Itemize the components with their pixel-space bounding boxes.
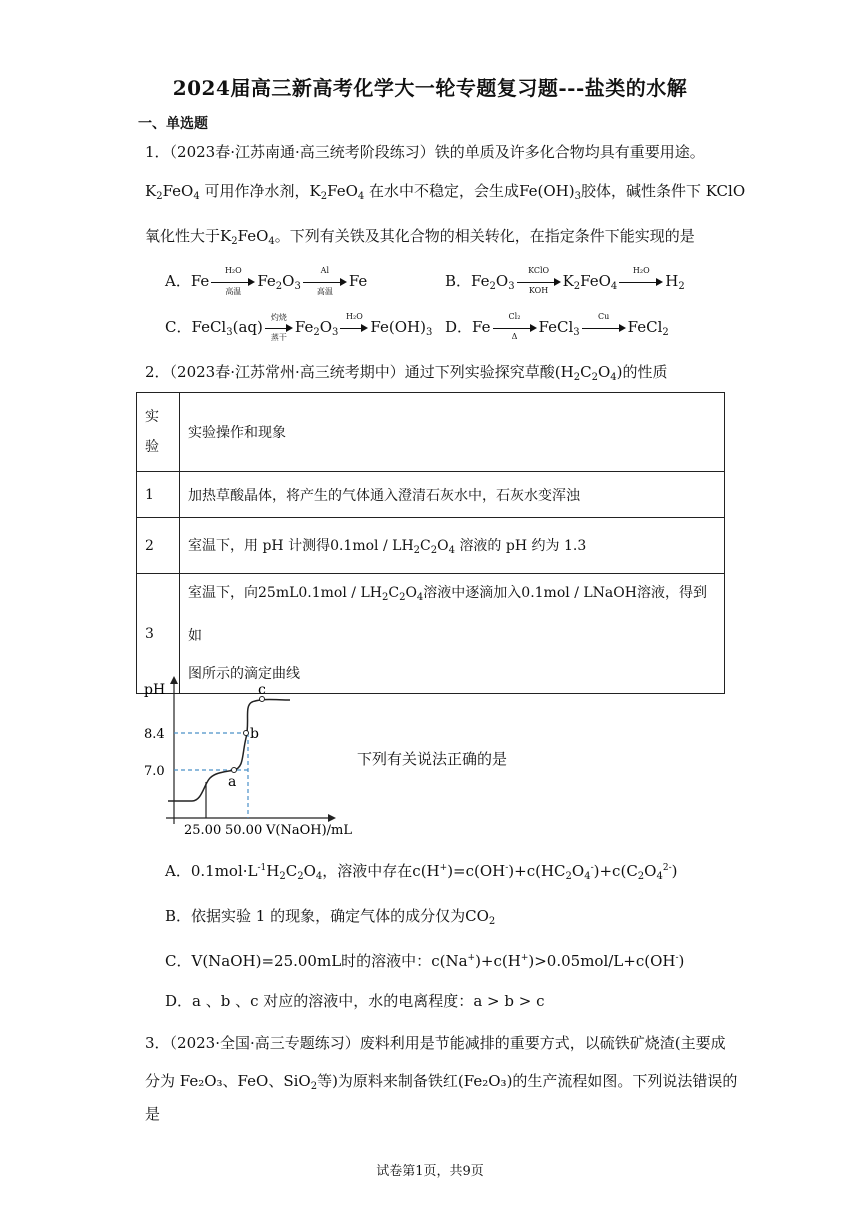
table-cell: 室温下，用 pH 计测得$0.1mol / LH_2C_2O_4$ 溶液的 pH 约为 1.3 — [180, 518, 725, 574]
table-row — [137, 518, 725, 574]
y-axis-label: pH — [144, 682, 166, 698]
page-title: 2024届高三新高考化学大一轮专题复习题---盐类的水解 — [172, 76, 688, 100]
page-footer: 试卷第1页，共9页 — [376, 1164, 484, 1179]
q3-stem-line3: 是 — [145, 1105, 161, 1123]
table-cell: 室温下，向$25mL0.1mol / LH_2C_2O_4$溶液中逐滴加入0.1mol / LNaOH溶液，得到如 图所示的滴定曲线 — [180, 574, 725, 694]
reaction-arrow-icon: Al 高温 — [303, 275, 347, 289]
reaction-arrow-icon: KClO KOH — [517, 275, 561, 289]
q1-option-b[interactable]: B．$Fe_2O_3$ KClO KOH $K_2FeO_4$ H₂O $H_2$ — [445, 266, 685, 295]
point-b-label: b — [250, 726, 259, 742]
table-header-cell: 实 验 — [137, 393, 180, 472]
reaction-arrow-icon: H₂O 高温 — [211, 275, 255, 289]
q3-stem-line1: 3．（2023·全国·高三专题练习）废料利用是节能减排的重要方式，以硫铁矿烧渣(主要成 — [145, 1034, 726, 1052]
table-cell: 1 — [137, 472, 180, 518]
table-cell: 加热草酸晶体，将产生的气体通入澄清石灰水中，石灰水变浑浊 — [180, 472, 725, 518]
q2-stem: 2．（2023春·江苏常州·高三统考期中）通过下列实验探究草酸$(H_2C_2O_4)$的性质 — [145, 363, 668, 383]
q3-stem-line2: 分为 Fe₂O₃、FeO、SiO$_2$等)为原料来制备铁红(Fe₂O₃)的生产流程如图。下列说法错误的 — [145, 1072, 738, 1092]
table-cell: 3 — [137, 574, 180, 694]
q2-option-d[interactable]: D．a 、b 、c 对应的溶液中，水的电离程度：a > b > c — [165, 992, 545, 1010]
q1-option-c[interactable]: C．FeCl$_3$(aq) 灼烧 蒸干 $Fe_2O_3$ H₂O $Fe(OH)_3$ — [165, 312, 433, 342]
x-axis-label: V(NaOH)/mL — [266, 823, 352, 838]
section-heading: 一、单选题 — [138, 116, 208, 132]
y-tick-label: 8.4 — [144, 727, 165, 742]
q2-option-a[interactable]: A．$0.1mol\cdot L^{-1}H_2C_2O_4$，溶液中存在$c(H^+)=c(OH^-)+c(HC_2O_4^-)+c(C_2O_4^{2-})$ — [165, 862, 678, 882]
point-a-marker — [232, 768, 237, 773]
q2-question: 下列有关说法正确的是 — [357, 750, 508, 768]
x-axis-arrow-icon — [328, 814, 336, 822]
q1-stem-line1: 1．（2023春·江苏南通·高三统考阶段练习）铁的单质及许多化合物均具有重要用途。 — [145, 143, 705, 161]
reaction-arrow-icon: H₂O — [340, 321, 368, 335]
point-c-label: c — [258, 682, 266, 698]
point-b-marker — [244, 731, 249, 736]
reaction-arrow-icon: H₂O — [619, 275, 663, 289]
q2-option-c[interactable]: C．V(NaOH)=25.00mL时的溶液中：c(Na+)+c(H+)>0.05mol/L+c(OH-) — [165, 952, 685, 970]
reaction-arrow-icon: 灼烧 蒸干 — [265, 321, 293, 335]
reaction-arrow-icon: Cu — [582, 321, 626, 335]
point-a-label: a — [228, 774, 237, 790]
q1-option-d[interactable]: D．Fe $\frac{\text{Cl₂}}{\Delta}$ FeCl$_3$ Cu FeCl$_2$ — [445, 312, 669, 341]
q1-option-a[interactable]: A．Fe H₂O 高温 $Fe_2O_3$ Al 高温 Fe — [165, 266, 368, 296]
titration-curve-chart — [140, 672, 370, 840]
q2-option-b[interactable]: B．依据实验 1 的现象，确定气体的成分仅为$CO_2$ — [165, 907, 496, 927]
reaction-arrow-icon: $\frac{\text{Cl₂}}{\Delta}$ — [493, 321, 537, 335]
x-tick-label: 25.00 — [184, 823, 222, 838]
q1-stem-line2: $K_2FeO_4$ 可用作净水剂，$K_2FeO_4$ 在水中不稳定，会生成$Fe(OH)_3$胶体，碱性条件下 KClO — [145, 182, 746, 202]
table-row — [137, 472, 725, 518]
experiment-table — [136, 392, 725, 694]
x-tick-label: 50.00 — [225, 823, 263, 838]
table-header-row — [137, 393, 725, 472]
y-tick-label: 7.0 — [144, 764, 165, 779]
y-axis-arrow-icon — [170, 676, 178, 684]
table-cell: 2 — [137, 518, 180, 574]
q1-stem-line3: 氧化性大于$K_2FeO_4$。下列有关铁及其化合物的相关转化，在指定条件下能实现的是 — [145, 227, 695, 247]
table-header-cell: 实验操作和现象 — [180, 393, 725, 472]
